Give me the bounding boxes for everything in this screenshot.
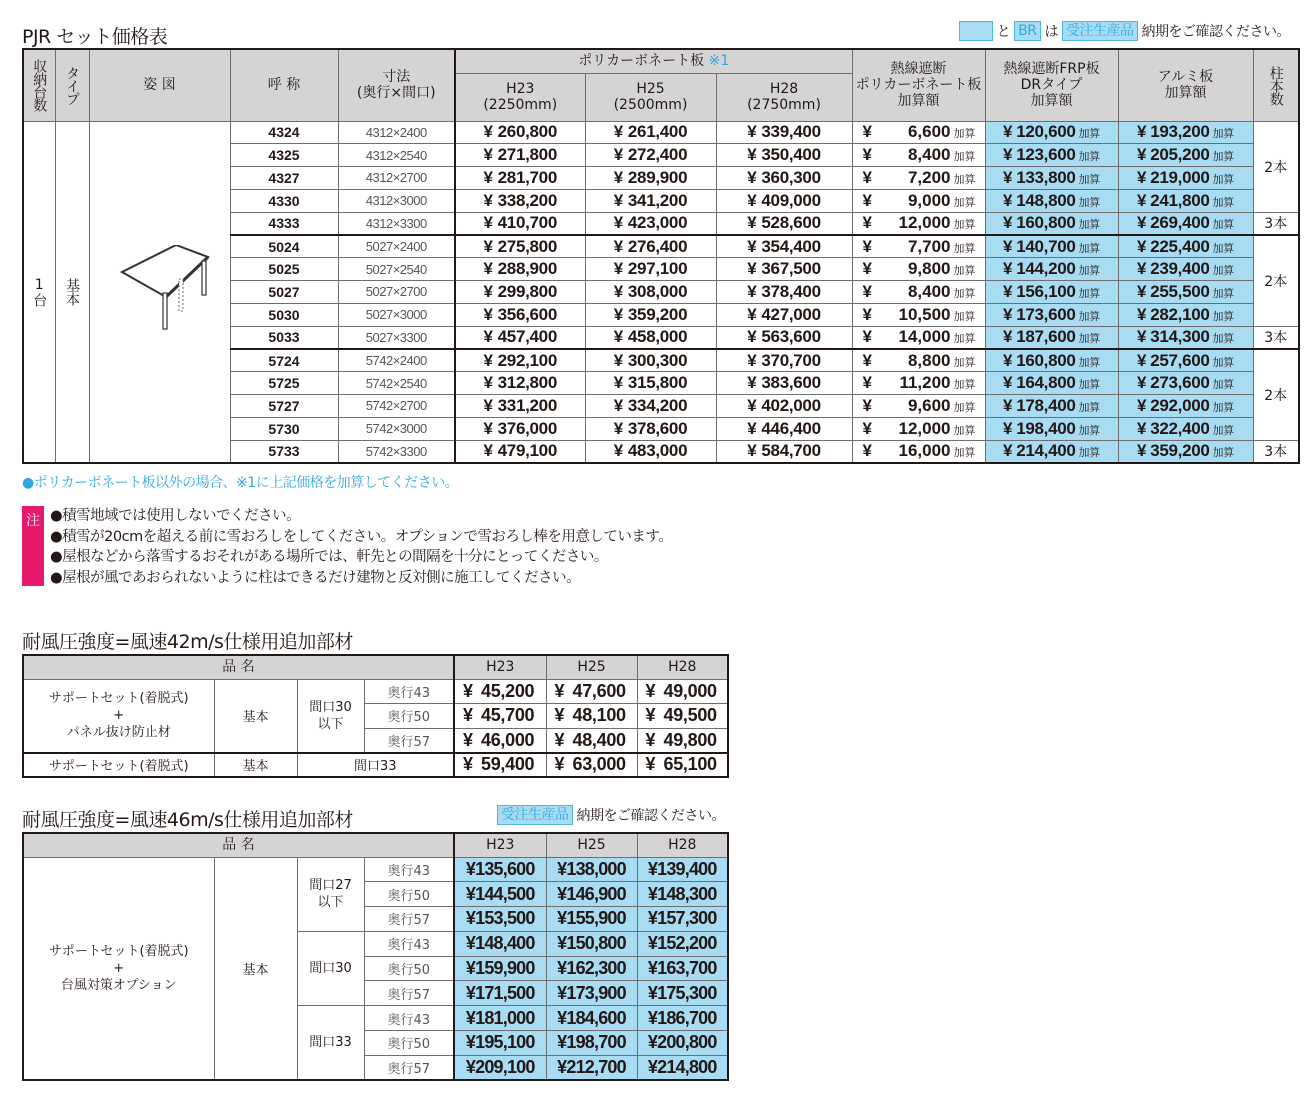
price-h25: ¥198,700 — [546, 1031, 637, 1056]
header-text: 熱線遮断FRP板 — [1003, 61, 1100, 78]
dimensions: 5742×3000 — [338, 417, 455, 440]
price-h23: ¥ 59,400 — [454, 753, 546, 778]
table-row — [23, 857, 728, 882]
frp-addition: ¥ 214,400 加算 — [985, 440, 1118, 463]
header-h28 — [716, 73, 852, 121]
price-h28: ¥139,400 — [637, 857, 728, 882]
legend-text: は — [1044, 24, 1058, 40]
header-dimensions-sub: (奥行×間口) — [356, 85, 436, 102]
price-h28: ¥ 339,400 — [716, 121, 852, 144]
model-code: 4333 — [230, 212, 338, 235]
made-to-order-legend — [959, 21, 1290, 41]
carport-illustration-icon — [110, 245, 210, 335]
price-h28: ¥175,300 — [637, 981, 728, 1006]
made-to-order-tag: 受注生産品 — [1062, 21, 1138, 41]
legend-text: と — [996, 24, 1011, 40]
item-width: 間口33 — [297, 1006, 364, 1080]
header-h28: H28 — [637, 655, 728, 679]
aluminum-addition: ¥ 239,400 加算 — [1118, 258, 1253, 281]
model-code: 4330 — [230, 189, 338, 212]
wind46-table — [22, 832, 729, 1081]
br-tag: BR — [1014, 21, 1040, 41]
wind42-title: 耐風圧強度=風速42m/s仕様用追加部材 — [22, 631, 353, 653]
aluminum-addition: ¥ 257,600 加算 — [1118, 349, 1253, 372]
model-code: 5027 — [230, 281, 338, 304]
aluminum-addition: ¥ 269,400 加算 — [1118, 212, 1253, 235]
item-width — [297, 679, 364, 753]
price-h23: ¥ 299,800 — [455, 281, 585, 304]
header-storage-count: 収納台数 — [23, 49, 55, 121]
price-h25: ¥ 48,100 — [546, 704, 637, 729]
price-h25: ¥ 48,400 — [546, 728, 637, 753]
made-to-order-tag: 受注生産品 — [497, 805, 573, 825]
header-text: H23 — [506, 81, 535, 97]
heat-poly-addition: ¥ 14,000 加算 — [852, 326, 985, 349]
item-depth: 奥行43 — [364, 1006, 454, 1031]
price-h25: ¥162,300 — [546, 956, 637, 981]
price-h23: ¥153,500 — [454, 907, 546, 932]
price-h23: ¥195,100 — [454, 1031, 546, 1056]
model-code: 5024 — [230, 235, 338, 258]
price-h23: ¥ 45,200 — [454, 679, 546, 704]
header-h23: H23 — [454, 655, 546, 679]
price-h28: ¥ 49,500 — [637, 704, 728, 729]
item-depth: 奥行43 — [364, 679, 454, 704]
footnote-marker: ※1 — [708, 53, 730, 70]
dimensions: 5027×3300 — [338, 326, 455, 349]
header-text: 加算額 — [897, 93, 940, 110]
price-h28: ¥ 409,000 — [716, 189, 852, 212]
aluminum-addition: ¥ 292,000 加算 — [1118, 395, 1253, 418]
header-figure: 姿 図 — [89, 49, 230, 121]
dimensions: 5742×2700 — [338, 395, 455, 418]
header-dimensions — [338, 49, 455, 121]
dimensions: 4312×2700 — [338, 167, 455, 190]
header-text: (2750mm) — [747, 97, 821, 113]
price-h23: ¥ 356,600 — [455, 303, 585, 326]
item-depth: 奥行50 — [364, 1031, 454, 1056]
item-name — [23, 679, 214, 753]
wind42-table — [22, 654, 729, 778]
caution-item: ●屋根などから落雪するおそれがある場所では、軒先との間隔を十分にとってください。 — [50, 549, 608, 565]
price-h23: ¥ 288,900 — [455, 258, 585, 281]
header-frp — [985, 49, 1118, 121]
item-type: 基本 — [214, 679, 297, 753]
frp-addition: ¥ 160,800 加算 — [985, 349, 1118, 372]
price-h28: ¥ 402,000 — [716, 395, 852, 418]
frp-addition: ¥ 160,800 加算 — [985, 212, 1118, 235]
price-h25: ¥ 423,000 — [585, 212, 716, 235]
item-name: サポートセット(着脱式) — [23, 753, 214, 778]
price-h25: ¥ 276,400 — [585, 235, 716, 258]
heat-poly-addition: ¥ 12,000 加算 — [852, 417, 985, 440]
model-code: 4327 — [230, 167, 338, 190]
price-h28: ¥ 367,500 — [716, 258, 852, 281]
price-h23: ¥ 281,700 — [455, 167, 585, 190]
header-h28: H28 — [637, 833, 728, 857]
frp-addition: ¥ 148,800 加算 — [985, 189, 1118, 212]
heat-poly-addition: ¥ 7,200 加算 — [852, 167, 985, 190]
dimensions: 5027×2540 — [338, 258, 455, 281]
dimensions: 4312×2400 — [338, 121, 455, 144]
heat-poly-addition: ¥ 9,000 加算 — [852, 189, 985, 212]
header-text: (2250mm) — [483, 97, 558, 113]
dimensions: 4312×3000 — [338, 189, 455, 212]
price-h23: ¥ 292,100 — [455, 349, 585, 372]
header-h25 — [585, 73, 716, 121]
price-h28: ¥ 370,700 — [716, 349, 852, 372]
frp-addition: ¥ 156,100 加算 — [985, 281, 1118, 304]
item-type: 基本 — [214, 753, 297, 778]
item-name-text: サポートセット(着脱式) — [48, 691, 189, 706]
model-code: 5725 — [230, 372, 338, 395]
price-h25: ¥ 483,000 — [585, 440, 716, 463]
header-item-name: 品 名 — [23, 833, 454, 857]
price-h23: ¥148,400 — [454, 931, 546, 956]
heat-poly-addition: ¥ 7,700 加算 — [852, 235, 985, 258]
header-text: ポリカーボネート板 — [855, 77, 982, 94]
aluminum-addition: ¥ 205,200 加算 — [1118, 144, 1253, 167]
polycarbonate-footnote: ●ポリカーボネート板以外の場合、※1に上記価格を加算してください。 — [22, 475, 459, 491]
model-code: 5733 — [230, 440, 338, 463]
price-h28: ¥148,300 — [637, 882, 728, 907]
legend-message: 納期をご確認ください。 — [576, 808, 725, 824]
post-count: 3本 — [1253, 326, 1299, 349]
item-depth: 奥行57 — [364, 728, 454, 753]
frp-addition: ¥ 140,700 加算 — [985, 235, 1118, 258]
price-h25: ¥ 297,100 — [585, 258, 716, 281]
model-code: 4325 — [230, 144, 338, 167]
price-h25: ¥146,900 — [546, 882, 637, 907]
model-code: 5025 — [230, 258, 338, 281]
price-h25: ¥ 63,000 — [546, 753, 637, 778]
dimensions: 4312×2540 — [338, 144, 455, 167]
item-name-text: + — [113, 708, 125, 723]
item-width-text: 間口30 — [309, 699, 352, 715]
price-h28: ¥157,300 — [637, 907, 728, 932]
price-h25: ¥ 359,200 — [585, 303, 716, 326]
model-code: 5727 — [230, 395, 338, 418]
item-width: 間口33 — [297, 753, 454, 778]
model-code: 5030 — [230, 303, 338, 326]
price-h23: ¥135,600 — [454, 857, 546, 882]
price-h23: ¥ 260,800 — [455, 121, 585, 144]
aluminum-addition: ¥ 273,600 加算 — [1118, 372, 1253, 395]
table-row — [23, 121, 1299, 144]
price-h25: ¥173,900 — [546, 981, 637, 1006]
header-text: DRタイプ — [1020, 77, 1083, 94]
price-h23: ¥209,100 — [454, 1055, 546, 1080]
caution-badge: 注 — [22, 506, 44, 586]
price-h25: ¥ 458,000 — [585, 326, 716, 349]
type-basic: 基本 — [55, 121, 89, 463]
header-polycarbonate-label: ポリカーボネート板 — [578, 53, 705, 70]
heat-poly-addition: ¥ 8,400 加算 — [852, 144, 985, 167]
price-h23: ¥171,500 — [454, 981, 546, 1006]
price-h23: ¥181,000 — [454, 1006, 546, 1031]
price-h25: ¥155,900 — [546, 907, 637, 932]
header-text: アルミ板 — [1157, 69, 1214, 86]
price-h28: ¥ 65,100 — [637, 753, 728, 778]
header-text: 熱線遮断 — [890, 61, 947, 78]
heat-poly-addition: ¥ 9,600 加算 — [852, 395, 985, 418]
item-depth: 奥行50 — [364, 882, 454, 907]
aluminum-addition: ¥ 282,100 加算 — [1118, 303, 1253, 326]
item-depth: 奥行57 — [364, 1055, 454, 1080]
heat-poly-addition: ¥ 16,000 加算 — [852, 440, 985, 463]
carport-figure — [89, 121, 230, 463]
price-h28: ¥152,200 — [637, 931, 728, 956]
heat-poly-addition: ¥ 6,600 加算 — [852, 121, 985, 144]
aluminum-addition: ¥ 322,400 加算 — [1118, 417, 1253, 440]
price-h28: ¥214,800 — [637, 1055, 728, 1080]
price-h25: ¥ 261,400 — [585, 121, 716, 144]
model-code: 5724 — [230, 349, 338, 372]
price-h23: ¥ 479,100 — [455, 440, 585, 463]
price-h25: ¥ 308,000 — [585, 281, 716, 304]
dimensions: 5027×2400 — [338, 235, 455, 258]
item-width-text: 以下 — [317, 716, 344, 732]
header-text: 加算額 — [1030, 93, 1073, 110]
header-model: 呼 称 — [230, 49, 338, 121]
item-width: 間口27 以下 — [297, 857, 364, 931]
frp-addition: ¥ 198,400 加算 — [985, 417, 1118, 440]
frp-addition: ¥ 164,800 加算 — [985, 372, 1118, 395]
header-text: H28 — [769, 81, 799, 97]
item-depth: 奥行43 — [364, 931, 454, 956]
price-h28: ¥ 383,600 — [716, 372, 852, 395]
frp-addition: ¥ 178,400 加算 — [985, 395, 1118, 418]
item-width: 間口30 — [297, 931, 364, 1005]
price-h23: ¥ 457,400 — [455, 326, 585, 349]
price-h25: ¥150,800 — [546, 931, 637, 956]
post-count: 3本 — [1253, 440, 1299, 463]
price-h25: ¥ 334,200 — [585, 395, 716, 418]
header-aluminum — [1118, 49, 1253, 121]
heat-poly-addition: ¥ 12,000 加算 — [852, 212, 985, 235]
post-count: 2本 — [1253, 349, 1299, 440]
heat-poly-addition: ¥ 11,200 加算 — [852, 372, 985, 395]
price-h28: ¥ 360,300 — [716, 167, 852, 190]
price-h28: ¥ 427,000 — [716, 303, 852, 326]
item-depth: 奥行50 — [364, 956, 454, 981]
header-h23: H23 — [454, 833, 546, 857]
heat-poly-addition: ¥ 9,800 加算 — [852, 258, 985, 281]
price-h28: ¥ 49,800 — [637, 728, 728, 753]
item-type: 基本 — [214, 857, 297, 1080]
item-name: サポートセット(着脱式) + 台風対策オプション — [23, 857, 214, 1080]
heat-poly-addition: ¥ 8,400 加算 — [852, 281, 985, 304]
price-h28: ¥ 584,700 — [716, 440, 852, 463]
aluminum-addition: ¥ 219,000 加算 — [1118, 167, 1253, 190]
dimensions: 5027×3000 — [338, 303, 455, 326]
price-h28: ¥200,800 — [637, 1031, 728, 1056]
header-text: (2500mm) — [613, 97, 688, 113]
price-h25: ¥184,600 — [546, 1006, 637, 1031]
price-h23: ¥ 275,800 — [455, 235, 585, 258]
frp-addition: ¥ 187,600 加算 — [985, 326, 1118, 349]
header-text: 加算額 — [1164, 85, 1207, 102]
price-h25: ¥ 300,300 — [585, 349, 716, 372]
dimensions: 4312×3300 — [338, 212, 455, 235]
caution-item: ●屋根が風であおられないように柱はできるだけ建物と反対側に施工してください。 — [50, 569, 581, 586]
heat-poly-addition: ¥ 8,800 加算 — [852, 349, 985, 372]
price-h25: ¥ 315,800 — [585, 372, 716, 395]
model-code: 5033 — [230, 326, 338, 349]
price-h28: ¥ 350,400 — [716, 144, 852, 167]
aluminum-addition: ¥ 225,400 加算 — [1118, 235, 1253, 258]
price-h25: ¥ 289,900 — [585, 167, 716, 190]
price-h28: ¥ 354,400 — [716, 235, 852, 258]
model-code: 5730 — [230, 417, 338, 440]
aluminum-addition: ¥ 359,200 加算 — [1118, 440, 1253, 463]
price-h23: ¥ 271,800 — [455, 144, 585, 167]
dimensions: 5027×2700 — [338, 281, 455, 304]
model-code: 4324 — [230, 121, 338, 144]
price-h28: ¥186,700 — [637, 1006, 728, 1031]
price-h23: ¥ 410,700 — [455, 212, 585, 235]
price-h25: ¥212,700 — [546, 1055, 637, 1080]
heat-poly-addition: ¥ 10,500 加算 — [852, 303, 985, 326]
price-h25: ¥ 272,400 — [585, 144, 716, 167]
price-h28: ¥ 528,600 — [716, 212, 852, 235]
header-h25: H25 — [546, 833, 637, 857]
price-h25: ¥ 47,600 — [546, 679, 637, 704]
price-h23: ¥159,900 — [454, 956, 546, 981]
header-h25: H25 — [546, 655, 637, 679]
price-h23: ¥ 338,200 — [455, 189, 585, 212]
price-h28: ¥ 378,400 — [716, 281, 852, 304]
price-h28: ¥163,700 — [637, 956, 728, 981]
header-posts: 柱本数 — [1253, 49, 1299, 121]
item-depth: 奥行57 — [364, 981, 454, 1006]
price-h23: ¥144,500 — [454, 882, 546, 907]
post-count: 2本 — [1253, 235, 1299, 326]
price-h23: ¥ 376,000 — [455, 417, 585, 440]
price-h23: ¥ 312,800 — [455, 372, 585, 395]
header-polycarbonate — [455, 49, 852, 73]
storage-count: 1台 — [23, 121, 55, 463]
dimensions: 5742×3300 — [338, 440, 455, 463]
aluminum-addition: ¥ 241,800 加算 — [1118, 189, 1253, 212]
header-heat-poly — [852, 49, 985, 121]
aluminum-addition: ¥ 255,500 加算 — [1118, 281, 1253, 304]
item-depth: 奥行50 — [364, 704, 454, 729]
post-count: 2本 — [1253, 121, 1299, 212]
frp-addition: ¥ 120,600 加算 — [985, 121, 1118, 144]
aluminum-addition: ¥ 314,300 加算 — [1118, 326, 1253, 349]
header-dimensions-label: 寸法 — [382, 69, 411, 86]
price-h25: ¥138,000 — [546, 857, 637, 882]
item-depth: 奥行43 — [364, 857, 454, 882]
caution-item: ●積雪が20cmを超える前に雪おろしをしてください。オプションで雪おろし棒を用意しています。 — [50, 528, 673, 545]
dimensions: 5742×2400 — [338, 349, 455, 372]
page-title: PJR セット価格表 — [22, 26, 168, 48]
header-text: H25 — [636, 81, 665, 97]
price-h25: ¥ 341,200 — [585, 189, 716, 212]
dimensions: 5742×2540 — [338, 372, 455, 395]
frp-addition: ¥ 144,200 加算 — [985, 258, 1118, 281]
wind46-title: 耐風圧強度=風速46m/s仕様用追加部材 — [22, 809, 353, 831]
caution-item: ●積雪地域では使用しないでください。 — [50, 508, 301, 524]
price-h23: ¥ 331,200 — [455, 395, 585, 418]
caution-block — [22, 506, 672, 588]
header-h23 — [455, 73, 585, 121]
item-name-text: パネル抜け防止材 — [66, 725, 171, 740]
highlight-swatch — [959, 21, 993, 41]
wind46-legend — [497, 805, 725, 825]
frp-addition: ¥ 173,600 加算 — [985, 303, 1118, 326]
item-depth: 奥行57 — [364, 907, 454, 932]
frp-addition: ¥ 133,800 加算 — [985, 167, 1118, 190]
price-h28: ¥ 49,000 — [637, 679, 728, 704]
header-type: タイプ — [55, 49, 89, 121]
price-h28: ¥ 446,400 — [716, 417, 852, 440]
pjr-set-price-table — [22, 48, 1300, 464]
price-h28: ¥ 563,600 — [716, 326, 852, 349]
price-h25: ¥ 378,600 — [585, 417, 716, 440]
aluminum-addition: ¥ 193,200 加算 — [1118, 121, 1253, 144]
price-h23: ¥ 45,700 — [454, 704, 546, 729]
post-count: 3本 — [1253, 212, 1299, 235]
header-item-name: 品 名 — [23, 655, 454, 679]
legend-message: 納期をご確認ください。 — [1141, 24, 1290, 40]
price-h23: ¥ 46,000 — [454, 728, 546, 753]
frp-addition: ¥ 123,600 加算 — [985, 144, 1118, 167]
